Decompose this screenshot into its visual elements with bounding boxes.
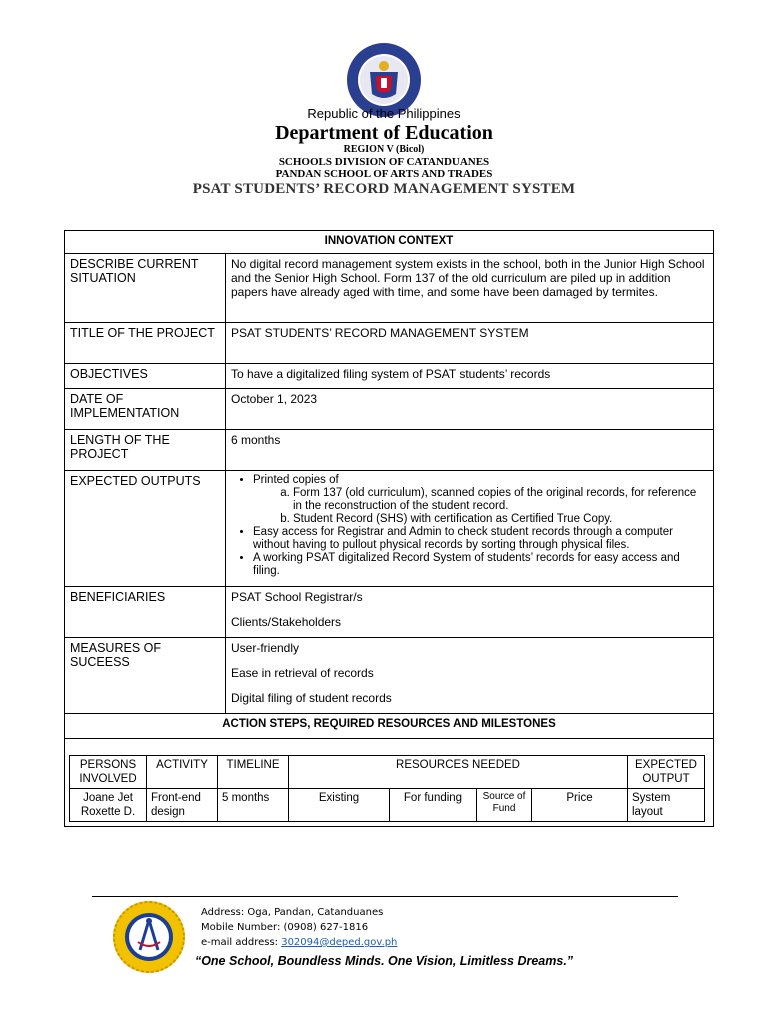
email-label: e-mail address: bbox=[201, 937, 282, 948]
col-header: ACTIVITY bbox=[147, 756, 218, 789]
table-row bbox=[70, 789, 705, 822]
row-label: MEASURES OF SUCEESS bbox=[65, 638, 226, 714]
table-row bbox=[65, 430, 714, 471]
row-label: TITLE OF THE PROJECT bbox=[65, 323, 226, 364]
row-label: BENEFICIARIES bbox=[65, 587, 226, 638]
footer-divider bbox=[92, 896, 678, 897]
row-value: To have a digitalized filing system of PSAT students’ records bbox=[226, 364, 714, 389]
table-cell: For funding bbox=[390, 789, 477, 822]
col-header: PERSONS INVOLVED bbox=[70, 756, 147, 789]
table-cell: 5 months bbox=[218, 789, 289, 822]
table-cell: Price bbox=[532, 789, 628, 822]
row-value bbox=[226, 638, 714, 714]
row-label: OBJECTIVES bbox=[65, 364, 226, 389]
row-label: DATE OF IMPLEMENTATION bbox=[65, 389, 226, 430]
action-steps-table bbox=[69, 755, 705, 822]
list-item: b. Student Record (SHS) with certification as Certified True Copy. bbox=[293, 513, 708, 526]
footer-address: Address: Oga, Pandan, Catanduanes bbox=[201, 907, 384, 918]
table-row bbox=[65, 587, 714, 638]
email-link[interactable]: 302094@deped.gov.ph bbox=[281, 937, 398, 948]
row-label: LENGTH OF THE PROJECT bbox=[65, 430, 226, 471]
list-item-text: Printed copies of bbox=[253, 474, 339, 486]
table-row bbox=[65, 254, 714, 323]
measure-item: Ease in retrieval of records bbox=[231, 666, 374, 680]
department-title: Department of Education bbox=[275, 122, 493, 144]
division-text: SCHOOLS DIVISION OF CATANDUANES bbox=[278, 156, 490, 168]
row-label: DESCRIBE CURRENT SITUATION bbox=[65, 254, 226, 323]
measure-item: User-friendly bbox=[231, 641, 300, 655]
row-value bbox=[226, 587, 714, 638]
beneficiary-item: PSAT School Registrar/s bbox=[231, 590, 363, 604]
beneficiary-item: Clients/Stakeholders bbox=[231, 615, 342, 629]
action-title: ACTION STEPS, REQUIRED RESOURCES AND MILESTONES bbox=[65, 714, 714, 739]
school-text: PANDAN SCHOOL OF ARTS AND TRADES bbox=[275, 168, 493, 180]
table-header-row bbox=[70, 756, 705, 789]
row-value: October 1, 2023 bbox=[226, 389, 714, 430]
row-value: PSAT STUDENTS’ RECORD MANAGEMENT SYSTEM bbox=[226, 323, 714, 364]
row-value: 6 months bbox=[226, 430, 714, 471]
outputs-list bbox=[231, 474, 708, 578]
measure-item: Digital filing of student records bbox=[231, 691, 392, 705]
table-cell: Source of Fund bbox=[477, 789, 532, 822]
table-row bbox=[65, 471, 714, 587]
list-item: • Easy access for Registrar and Admin to check student records through a computer without having to pullout physical records by sorting through physical files. bbox=[253, 526, 708, 552]
col-header: EXPECTED OUTPUT bbox=[628, 756, 705, 789]
sub-list bbox=[253, 487, 708, 526]
footer-mobile: Mobile Number: (0908) 627-1816 bbox=[201, 922, 369, 933]
table-cell: Front-end design bbox=[147, 789, 218, 822]
col-header: RESOURCES NEEDED bbox=[289, 756, 628, 789]
action-cell bbox=[65, 739, 714, 827]
col-header: TIMELINE bbox=[218, 756, 289, 789]
innovation-context-table bbox=[64, 230, 714, 827]
table-title: INNOVATION CONTEXT bbox=[65, 231, 714, 254]
list-item bbox=[253, 474, 708, 526]
list-item: a. Form 137 (old curriculum), scanned copies of the original records, for reference in the reconstruction of the student record. bbox=[293, 487, 708, 513]
table-cell: System layout bbox=[628, 789, 705, 822]
table-cell: Existing bbox=[289, 789, 390, 822]
row-label: EXPECTED OUTPUTS bbox=[65, 471, 226, 587]
table-row bbox=[65, 323, 714, 364]
table-cell: Joane Jet Roxette D. bbox=[70, 789, 147, 822]
table-row bbox=[65, 389, 714, 430]
region-text: REGION V (Bicol) bbox=[343, 144, 425, 155]
footer-email bbox=[201, 937, 397, 948]
list-item: • A working PSAT digitalized Record System of students’ records for easy access and filing. bbox=[253, 552, 708, 578]
row-value: No digital record management system exists in the school, both in the Junior High School and the Senior High School. Form 137 of the old curriculum are piled up in addition papers have already aged with time, and some have been damaged by termites. bbox=[226, 254, 714, 323]
system-title: PSAT STUDENTS’ RECORD MANAGEMENT SYSTEM bbox=[192, 181, 576, 197]
row-value bbox=[226, 471, 714, 587]
table-row bbox=[65, 364, 714, 389]
school-motto: “One School, Boundless Minds. One Vision, Limitless Dreams.” bbox=[194, 954, 574, 968]
table-row bbox=[65, 638, 714, 714]
republic-text: Republic of the Philippines bbox=[307, 106, 461, 121]
